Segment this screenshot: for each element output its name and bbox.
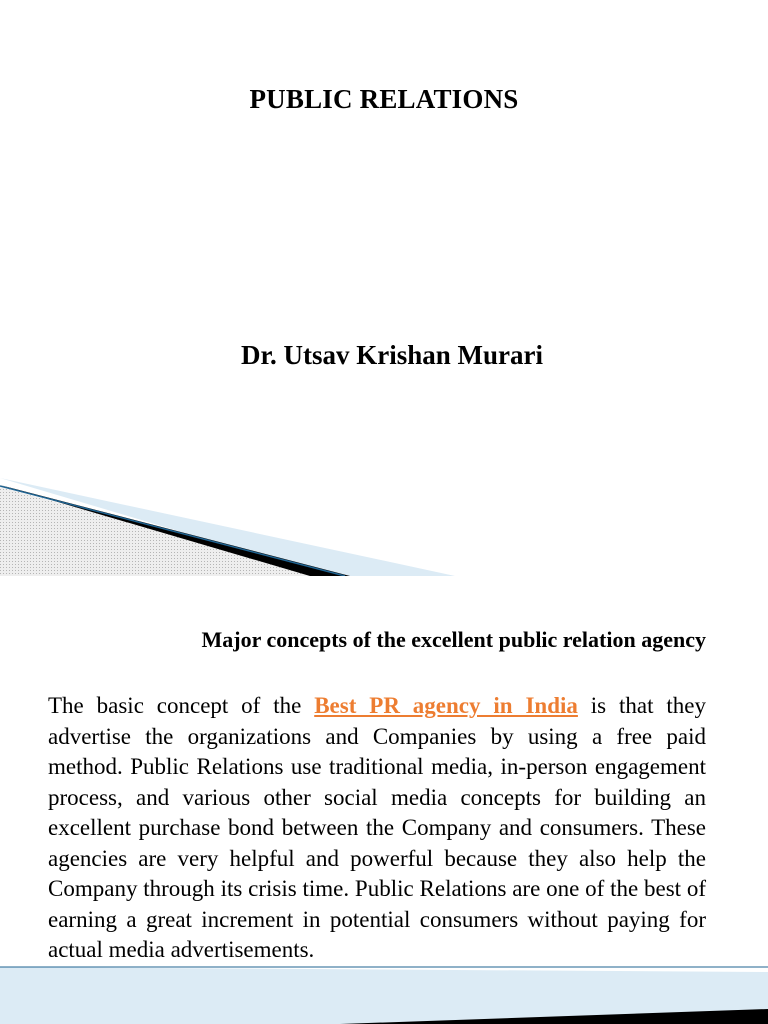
bottom-swoosh bbox=[0, 577, 768, 1024]
slide-heading: Major concepts of the excellent public relation agency bbox=[201, 627, 706, 652]
paragraph-body: is that they advertise the organizations and Companies by using a free paid method. Public Relations use traditional media, in-person engagement process, and various other social media concepts for building an excellent purchase bond between the Company and consumers. These agencies are very helpful and powerful because they also help the Company through its crisis time. Public Relations are one of the best of earning a great increment in potential consumers without paying for actual media advertisements. bbox=[48, 693, 706, 962]
slide-title: PUBLIC RELATIONS bbox=[249, 84, 519, 114]
author-name: Dr. Utsav Krishan Murari bbox=[241, 340, 543, 370]
content-slide bbox=[0, 577, 768, 1024]
best-pr-agency-link[interactable]: Best PR agency in India bbox=[314, 693, 578, 718]
paragraph-intro: The basic concept of the bbox=[48, 693, 315, 718]
